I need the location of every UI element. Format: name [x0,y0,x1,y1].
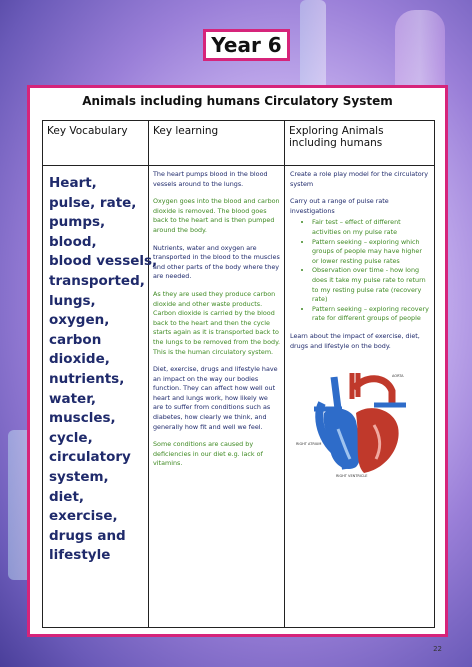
table-header-row [43,121,435,166]
key-learning-paragraph: Diet, exercise, drugs and lifestyle have an impact on the way our bodies function. They can affect how well out heart and lungs work, how likely we are to suffer from conditions such as diabetes, how clearly we think, and generally how fit and well we feel. [153,365,278,431]
vocabulary-term: diet, [49,488,85,505]
page-number: 22 [433,645,442,653]
aorta-label: AORTA [392,374,404,379]
vocabulary-term: nutrients, [49,370,125,387]
vocabulary-term: carbon [49,331,102,348]
year-badge: Year 6 [203,29,290,61]
right-ventricle-label: RIGHT VENTRICLE [336,474,368,479]
column-header: Key Vocabulary [43,121,149,166]
vocabulary-term: cycle, [49,429,93,446]
vocabulary-cell [43,166,158,628]
exploring-cell [285,166,435,628]
vocabulary-term: blood, [49,233,97,250]
vocabulary-term: blood vessels, [49,253,158,270]
investigation-item: • Observation over time - how long does it take my pulse rate to return to my resting pulse rate (recovery rate) [312,266,430,304]
organiser-table [42,120,435,628]
key-learning-paragraph: Some conditions are caused by deficiencies in our diet e.g. lack of vitamins. [153,440,263,468]
key-learning-paragraph: As they are used they produce carbon dioxide and other waste products. Carbon dioxide is carried by the blood back to the heart and then the cycle starts again as it is transported back to the lungs to be removed from the body. This is the human circulatory system. [153,289,280,356]
investigation-item: • Pattern seeking – exploring which groups of people may have higher or lower resting pulse rates [312,238,430,267]
vocabulary-term: exercise, [49,508,118,525]
key-learning-paragraph: The heart pumps blood in the blood vessels around to the lungs. [153,170,268,188]
document-title: Animals including humans Circulatory System [82,94,393,108]
vocabulary-term: transported, [49,272,145,289]
key-learning-cell [149,166,285,628]
exploring-outro: Learn about the impact of exercise, diet, drugs and lifestyle on the body. [290,331,420,350]
background-test-tube [300,0,326,90]
vocabulary-term: lungs, [49,292,96,309]
column-header: Key learning [149,121,285,166]
vocabulary-term: pulse, rate, [49,194,137,211]
vocabulary-term: pumps, [49,214,106,231]
key-learning-paragraph: Oxygen goes into the blood and carbon dioxide is removed. The blood goes back to the heart and is then pumped around the body. [153,197,280,234]
vocabulary-term: dioxide, [49,351,110,368]
investigation-item: • Pattern seeking – exploring recovery rate for different groups of people [312,305,430,324]
vocabulary-list [43,166,158,566]
table-body-row [43,166,435,628]
vocabulary-term: muscles, [49,410,116,427]
exploring-content [285,166,434,479]
investigation-list [290,218,430,324]
vocabulary-term: lifestyle [49,547,111,564]
vocabulary-term: system, [49,468,109,485]
heart-diagram-icon [294,369,430,479]
investigation-item: • Fair test – effect of different activities on my pulse rate [312,218,430,237]
exploring-intro: Carry out a range of pulse rate investigations [290,197,389,215]
column-header: Exploring Animals including humans [285,121,435,166]
knowledge-organiser [27,85,448,637]
exploring-intro: Create a role play model for the circulatory system [290,170,429,188]
key-learning-paragraph: Nutrients, water and oxygen are transported in the blood to the muscles and other parts of the body where they are needed. [153,243,280,281]
right-atrium-label: RIGHT ATRIUM [296,442,322,447]
vocabulary-term: Heart, [49,175,97,191]
vocabulary-term: circulatory [49,449,131,466]
vocabulary-term: oxygen, [49,312,110,329]
vocabulary-term: drugs and [49,527,126,544]
vocabulary-term: water, [49,390,96,407]
key-learning-list [149,166,284,469]
